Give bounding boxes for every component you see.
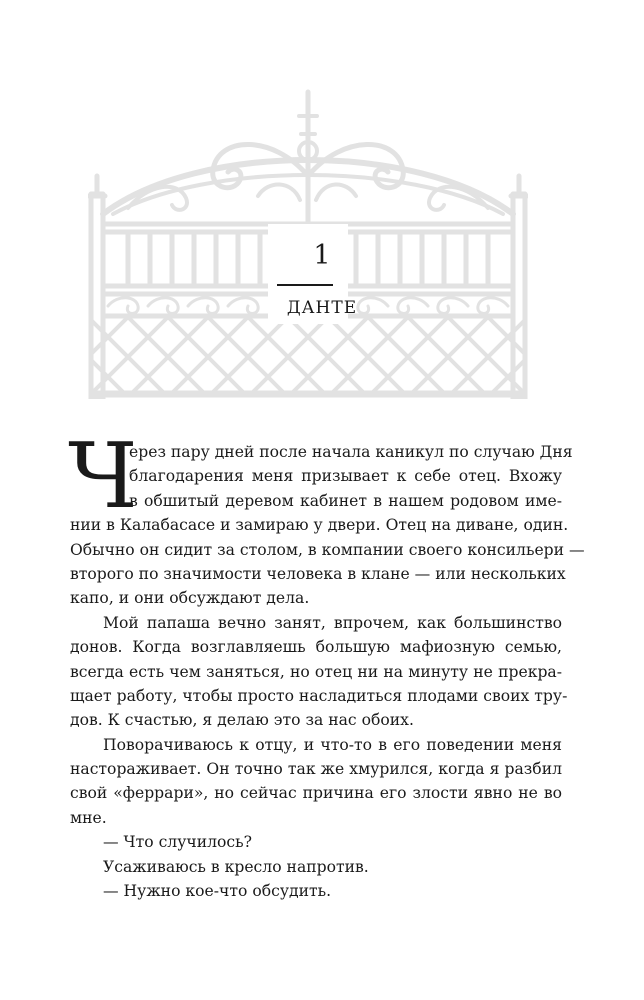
text-line: всегда есть чем заняться, но отец ни на минуту не прекра- [70, 662, 562, 681]
text-line: донов. Когда возглавляешь большую мафиозную семью, [70, 638, 562, 657]
chapter-number: 1 [313, 240, 331, 271]
chapter-divider [277, 284, 333, 286]
dialogue-line: — Что случилось? [103, 833, 252, 852]
text-line: в обшитый деревом кабинет в нашем родовом име- [129, 491, 562, 510]
text-line: благодарения меня призывает к себе отец. Вхожу [129, 467, 562, 486]
chapter-title: ДАНТЕ [286, 298, 358, 318]
text-line: настораживает. Он точно так же хмурился, когда я разбил [70, 760, 562, 779]
body-text [70, 440, 585, 903]
text-line: дов. К счастью, я делаю это за нас обоих. [70, 711, 414, 730]
dialogue-line: — Нужно кое-что обсудить. [103, 882, 332, 901]
text-line: мне. [70, 808, 107, 827]
text-line: Усаживаюсь в кресло напротив. [103, 857, 369, 876]
text-line: свой «феррари», но сейчас причина его злости явно не во [70, 784, 562, 803]
text-line: щает работу, чтобы просто насладиться плодами своих тру- [70, 686, 568, 705]
text-line: ерез пару дней после начала каникул по случаю Дня [129, 443, 573, 461]
text-line: нии в Калабасасе и замираю у двери. Отец на диване, один. [70, 516, 569, 535]
text-line: Поворачиваюсь к отцу, и что-то в его поведении меня [103, 735, 562, 754]
text-line: капо, и они обсуждают дела. [70, 589, 310, 608]
text-line: Мой папаша вечно занят, впрочем, как большинство [103, 613, 562, 632]
text-line: второго по значимости человека в клане — или нескольких [70, 564, 566, 583]
text-line: Обычно он сидит за столом, в компании своего консильери — [70, 540, 585, 559]
drop-cap: Ч [68, 424, 138, 529]
